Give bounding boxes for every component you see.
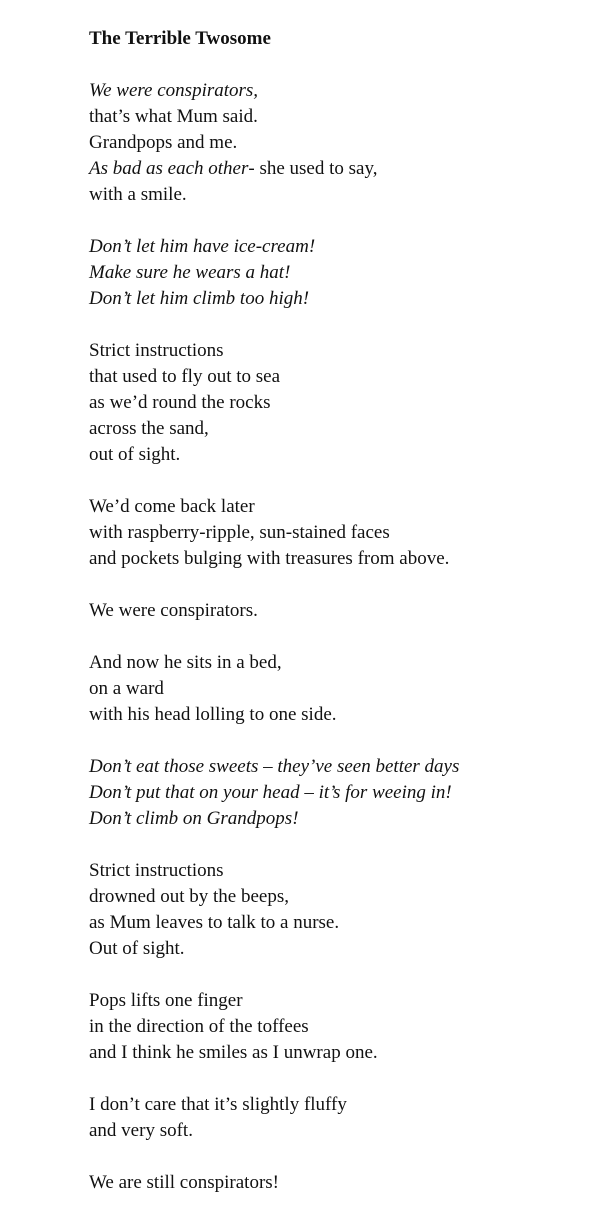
poem-line: and very soft. xyxy=(89,1120,193,1141)
poem-title: The Terrible Twosome xyxy=(89,28,271,49)
poem-line: that’s what Mum said. xyxy=(89,106,258,127)
poem-stanza xyxy=(89,858,584,962)
poem-line: drowned out by the beeps, xyxy=(89,886,289,907)
poem-stanza xyxy=(89,338,584,468)
poem-line: out of sight. xyxy=(89,444,181,465)
poem-line: as Mum leaves to talk to a nurse. xyxy=(89,912,340,933)
poem-line: with a smile. xyxy=(89,184,187,205)
poem-line: with raspberry-ripple, sun-stained faces xyxy=(89,522,390,543)
poem-line: Don’t eat those sweets – they’ve seen better days xyxy=(89,756,460,777)
poem-line: in the direction of the toffees xyxy=(89,1016,309,1037)
poem-line: on a ward xyxy=(89,678,164,699)
poem-line: that used to fly out to sea xyxy=(89,366,281,387)
poem-page xyxy=(89,26,584,1222)
poem-line: We were conspirators. xyxy=(89,600,258,621)
poem-stanza xyxy=(89,988,584,1066)
poem-line: We are still conspirators! xyxy=(89,1172,279,1193)
poem-line: And now he sits in a bed, xyxy=(89,652,282,673)
poem-line: across the sand, xyxy=(89,418,209,439)
poem-stanza xyxy=(89,598,584,624)
poem-stanza xyxy=(89,234,584,312)
poem-line: Strict instructions xyxy=(89,860,224,881)
poem-body xyxy=(89,78,584,1196)
poem-line: with his head lolling to one side. xyxy=(89,704,337,725)
poem-line: Don’t let him have ice-cream! xyxy=(89,236,316,257)
poem-line: Don’t climb on Grandpops! xyxy=(89,808,299,829)
poem-stanza xyxy=(89,494,584,572)
poem-stanza xyxy=(89,754,584,832)
poem-line: and pockets bulging with treasures from above. xyxy=(89,548,450,569)
poem-line: Don’t let him climb too high! xyxy=(89,288,310,309)
poem-line: Pops lifts one finger xyxy=(89,990,243,1011)
poem-stanza xyxy=(89,1170,584,1196)
poem-line-segment: As bad as each other xyxy=(89,158,249,179)
poem-line: Don’t put that on your head – it’s for weeing in! xyxy=(89,782,452,803)
poem-line: Out of sight. xyxy=(89,938,185,959)
poem-line: and I think he smiles as I unwrap one. xyxy=(89,1042,378,1063)
poem-line xyxy=(89,156,584,182)
poem-line: Make sure he wears a hat! xyxy=(89,262,291,283)
poem-line: We’d come back later xyxy=(89,496,255,517)
poem-line: We were conspirators, xyxy=(89,80,259,101)
poem-line: I don’t care that it’s slightly fluffy xyxy=(89,1094,347,1115)
poem-line: as we’d round the rocks xyxy=(89,392,271,413)
poem-line: Strict instructions xyxy=(89,340,224,361)
poem-stanza xyxy=(89,78,584,208)
poem-stanza xyxy=(89,650,584,728)
poem-line: Grandpops and me. xyxy=(89,132,238,153)
poem-stanza xyxy=(89,1092,584,1144)
poem-line-segment: - she used to say, xyxy=(248,158,378,179)
